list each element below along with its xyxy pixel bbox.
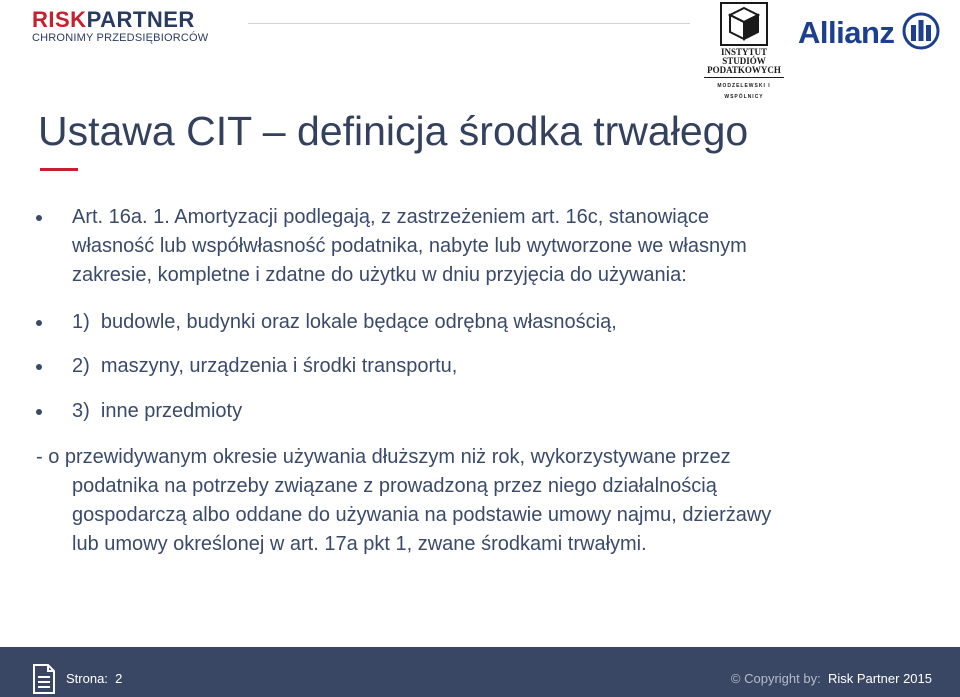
closing-line: lub umowy określonej w art. 17a pkt 1, zwane środkami trwałymi. xyxy=(72,533,647,555)
intro-line: zakresie, kompletne i zdatne do użytku w dniu przyjęcia do używania: xyxy=(72,264,687,286)
allianz-wordmark: Allianz xyxy=(798,15,895,50)
isp-line-3: PODATKOWYCH xyxy=(707,65,781,75)
copyright xyxy=(731,671,932,686)
intro-paragraph xyxy=(72,203,892,290)
risk-partner-wordmark xyxy=(32,8,222,32)
copyright-owner: Risk Partner 2015 xyxy=(827,671,932,686)
isp-line-4: MODZELEWSKI I WSPÓLNICY xyxy=(717,83,771,100)
page-label: Strona: xyxy=(66,671,108,686)
intro-line: własność lub współwłasność podatnika, nabyte lub wytworzone we własnym xyxy=(72,235,747,257)
logo-tagline: CHRONIMY PRZEDSIĘBIORCÓW xyxy=(32,32,209,44)
list-item: 2) maszyny, urządzenia i środki transportu, xyxy=(72,355,458,377)
closing-line: - o przewidywanym okresie używania dłuższym niż rok, wykorzystywane przez xyxy=(36,446,731,468)
logo-partner-text: PARTNER xyxy=(86,7,195,32)
list-item: 1) budowle, budynki oraz lokale będące odrębną własnością, xyxy=(72,311,617,333)
isp-line-2: STUDIÓW xyxy=(722,56,766,66)
isp-logo xyxy=(698,2,790,100)
list-item: 3) inne przedmioty xyxy=(72,400,243,422)
isp-wordmark xyxy=(698,48,790,102)
bullet-dot xyxy=(36,215,42,221)
copyright-label: © Copyright by: xyxy=(730,671,821,686)
slide-title: Ustawa CIT – definicja środka trwałego xyxy=(38,108,749,154)
allianz-logo xyxy=(798,10,940,54)
document-icon xyxy=(32,664,56,694)
closing-line: podatnika na potrzeby związane z prowadzoną przez niego działalnością xyxy=(72,475,717,497)
closing-line: gospodarczą albo oddane do używania na podstawie umowy najmu, dzierżawy xyxy=(72,504,772,526)
intro-line: Art. 16a. 1. Amortyzacji podlegają, z zastrzeżeniem art. 16c, stanowiące xyxy=(72,206,709,228)
header-divider xyxy=(248,23,690,24)
bullet-dot xyxy=(36,409,42,415)
page-number: 2 xyxy=(115,671,123,686)
cube-icon xyxy=(720,2,768,46)
allianz-eagle-icon xyxy=(902,12,940,50)
bullet-dot xyxy=(36,320,42,326)
isp-rule xyxy=(704,77,784,78)
bullet-dot xyxy=(36,364,42,370)
footer-bar xyxy=(0,647,960,697)
logo-risk-text: RISK xyxy=(32,7,87,32)
title-accent-line xyxy=(40,168,78,171)
isp-line-1: INSTYTUT xyxy=(720,47,767,57)
page-indicator xyxy=(66,671,122,686)
risk-partner-logo xyxy=(32,8,222,45)
closing-paragraph xyxy=(36,443,926,559)
